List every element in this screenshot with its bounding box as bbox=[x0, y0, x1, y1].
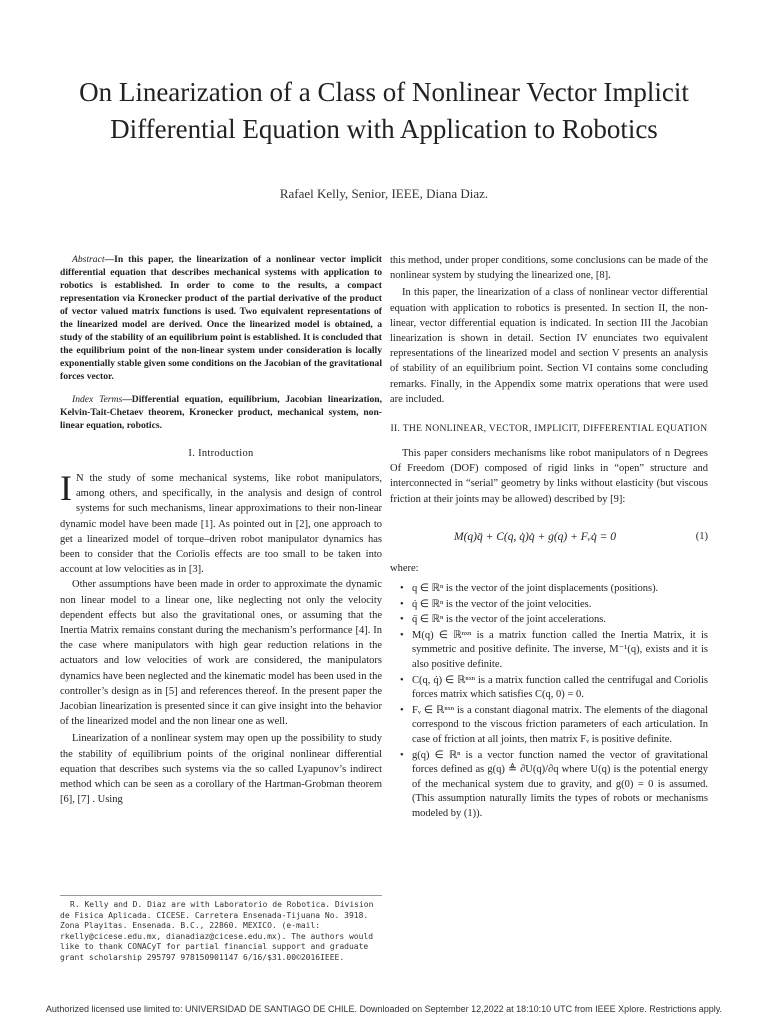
author-footnote: R. Kelly and D. Diaz are with Laboratorio de Robotica. Division de Fisica Aplicada. CICESE. Carretera Ensenada-Tijuana No. 3918. Zona Playitas. Ensenada. B.C., 22860. MEXICO. (e-mail: rkelly@cicese.edu.mx, dianadiaz@cicese.edu.mx). The authors would like to thank CONACyT for partial financial support and graduate grant scholarship 295797 978150901147 6/16/$31.00©2016IEEE. bbox=[60, 895, 382, 963]
paper-title: On Linearization of a Class of Nonlinear Vector Implicit Differential Equation with Application to Robotics bbox=[79, 77, 689, 144]
intro-paragraph-1-text: N the study of some mechanical systems, like robot manipulators, among others, and specifically, in the analysis and design of control systems for such mechanisms, linear approximations to their non-linear dynamic model have been made [1]. As pointed out in [2], one approach to get a linearized model of torque–driven robot manipulator dynamics has been to consider that the Coriolis effects are too small to be taken into account at low velocities as in [3]. bbox=[60, 473, 382, 576]
list-item: • g(q) ∈ ℝⁿ is a vector function named the vector of gravitational forces defined as g(q) ≜ ∂U(q)/∂q where U(q) is the potential energy of the mechanical system due to gravity, and g(0) = 0 is assumed. (This assumption naturally limits the types of robots or mechanisms modeled by (1)). bbox=[402, 749, 708, 822]
right-column bbox=[390, 253, 708, 823]
abstract-lead: Abstract bbox=[72, 254, 105, 265]
list-item: • Fᵥ ∈ ℝⁿˣⁿ is a constant diagonal matrix. The elements of the diagonal correspond to the viscous friction parameters of each articulation. In case of friction at all joints, then matrix Fᵥ is positive definite. bbox=[402, 704, 708, 748]
list-item: • q̈ ∈ ℝⁿ is the vector of the joint accelerations. bbox=[402, 613, 708, 628]
right-paragraph-1: this method, under proper conditions, some conclusions can be made of the nonlinear system by studying the linearized one, [8]. bbox=[390, 255, 708, 282]
abstract-text: —In this paper, the linearization of a nonlinear vector implicit differential equation that describes mechanical systems with application to robotics is established. In order to come to the results, a compact representation via Kronecker product of the partial derivative of the product of vector valued matrix functions is used. Two equivalent representations of the linearized model are derived. Once the linearized model is obtained, a study of the stability of an equilibrium point is established. It is concluded that the equilibrium point of the non-linear system under consideration is locally exponentially stable given some conditions on the Jacobian of the gravitational forces vector. bbox=[60, 254, 382, 382]
list-item: • C(q, q̇) ∈ ℝⁿˣⁿ is a matrix function called the centrifugal and Coriolis forces matrix which satisfies C(q, 0) = 0. bbox=[402, 674, 708, 703]
equation-number: (1) bbox=[695, 531, 708, 543]
index-terms bbox=[60, 393, 382, 432]
intro-paragraph-3: Linearization of a nonlinear system may open up the possibility to study the stability of equilibrium points of the original nonlinear differential equation that describes such systems via the so called Lyapunov’s indirect method which can be seen as a corollary of the Hartman-Grobman theorem [6], [7] . Using bbox=[60, 733, 382, 806]
equation-1 bbox=[390, 531, 708, 543]
intro-paragraph-2: Other assumptions have been made in order to approximate the dynamic non linear model to a linear one, like neglecting not only the velocity dependent effects but also the gravitational ones, or assuming that the Inertia Matrix remains constant during the mechanism’s performance [4]. In the case where manipulators with high gear reduction relations in the actuators and low velocities of work are considered, the manipulators dynamics have been neglected and the kinematic model has been used in the controller’s design as in [5] and references thereof. In the present paper the Jacobian linearization is presented since it can give insight into the behavior of the linearized model and the non linear one as well. bbox=[60, 579, 382, 728]
abstract bbox=[60, 253, 382, 383]
section-heading-introduction: I. Introduction bbox=[188, 448, 254, 459]
section-heading-equation: II. THE NONLINEAR, VECTOR, IMPLICIT, DIFFERENTIAL EQUATION bbox=[390, 423, 708, 435]
equation-body: M(q)q̈ + C(q, q̇)q̇ + g(q) + Fᵥq̇ = 0 bbox=[453, 530, 616, 543]
list-item: • M(q) ∈ ℝⁿˣⁿ is a matrix function called the Inertia Matrix, it is symmetric and positive definite. The inverse, M⁻¹(q), exists and it is also positive definite. bbox=[402, 629, 708, 673]
left-column bbox=[60, 253, 382, 809]
drop-cap: I bbox=[60, 468, 72, 508]
index-terms-lead: Index Terms bbox=[72, 394, 123, 405]
variable-definitions-list bbox=[390, 582, 708, 822]
author-line: Rafael Kelly, Senior, IEEE, Diana Diaz. bbox=[279, 186, 489, 201]
list-item: • q̇ ∈ ℝⁿ is the vector of the joint velocities. bbox=[402, 598, 708, 613]
index-terms-text: —Differential equation, equilibrium, Jacobian linearization, Kelvin-Tait-Chetaev theorem, Kronecker product, mechanical system, non-linear equation, robotics. bbox=[60, 394, 382, 431]
right-paragraph-2: In this paper, the linearization of a class of nonlinear vector differential equation with application to robotics is presented. In section II, the non-linear, vector differential equation is indicated. In section III the Jacobian linearization is shown in detail. Section IV enunciates two equivalent representations of the linearized model and section V presents an analysis of stability of an equilibrium point. Section VI contains some concluding remarks. Finally, in the Appendix some matrix operations that were used are included. bbox=[390, 287, 708, 405]
intro-paragraph-1 bbox=[60, 468, 382, 577]
list-item: • q ∈ ℝⁿ is the vector of the joint displacements (positions). bbox=[402, 582, 708, 597]
where-label: where: bbox=[390, 562, 419, 574]
license-notice: Authorized licensed use limited to: UNIVERSIDAD DE SANTIAGO DE CHILE. Downloaded on September 12,2022 at 18:10:10 UTC from IEEE Xplore. Restrictions apply. bbox=[45, 1004, 723, 1014]
right-paragraph-3: This paper considers mechanisms like robot manipulators of n Degrees Of Freedom (DOF) composed of rigid links in “open” structure and interconnected in “serial” geometry by links without elasticity (but viscous friction at their joints may be allowed) described by [9]: bbox=[390, 448, 708, 505]
